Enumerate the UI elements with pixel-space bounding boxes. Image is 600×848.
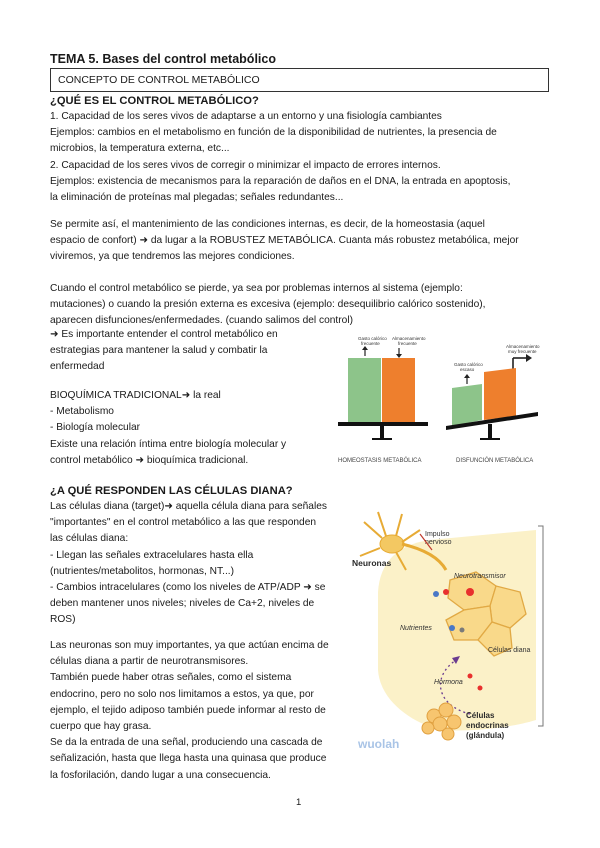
fig-label: escaso [460, 367, 475, 372]
text-line: - Metabolismo [50, 406, 114, 418]
text-line: ejemplo, el tejido adiposo también puede informar al resto de [50, 704, 326, 716]
fig-label: Gasto calórico [358, 336, 387, 341]
text-line: Cuando el control metabólico se pierde, ya sea por problemas internos al sistema (ejemplo: [50, 283, 463, 294]
fig-label: Almacenamiento [392, 336, 426, 341]
fig-label: Almacenamiento [506, 344, 540, 349]
concept-box: CONCEPTO DE CONTROL METABÓLICO [50, 68, 549, 92]
label-nutrientes: Nutrientes [400, 625, 432, 632]
text-line: estrategias para mantener la salud y combatir la [50, 345, 268, 357]
text-line: la fosforilación, dando lugar a una consecuencia. [50, 769, 271, 781]
section1-para5 [50, 388, 286, 469]
text-line: aparecen disfunciones/enfermedades. (cuando salimos del control) [50, 315, 353, 327]
text-line: Las neuronas son muy importantes, ya que actúan encima de [50, 640, 329, 651]
section1-para1 [50, 109, 510, 206]
green-bar-left [348, 358, 381, 422]
document-title: TEMA 5. Bases del control metabólico [50, 52, 276, 66]
label-celulas-diana: Células diana [488, 647, 531, 654]
label-impulso: Impulso [425, 531, 450, 538]
text-line: (nutrientes/metabolitos, hormonas, NT...) [50, 565, 235, 577]
section2-para1 [50, 499, 327, 629]
text-line: - Llegan las señales extracelulares hasta ella [50, 549, 254, 561]
caption-disfuncion: DISFUNCIÓN METABÓLICA [456, 458, 534, 464]
text-line: También puede haber otras señales, como el sistema [50, 672, 292, 684]
text-line: Se da la entrada de una señal, produciendo una cascada de [50, 737, 323, 749]
text-line: 2. Capacidad de los seres vivos de corregir o minimizar el impacto de errores internos. [50, 159, 441, 171]
fig-label: Gasto calórico [454, 362, 483, 367]
text-line: Las células diana (target)➜ aquella célula diana para señales [50, 501, 327, 512]
text-line: ➜ Es importante entender el control metabólico en [50, 329, 278, 340]
bracket-line [538, 526, 543, 726]
label-endocrinas: endocrinas [466, 721, 509, 730]
label-neurotransmisor: Neurotransmisor [454, 573, 506, 580]
text-line: - Biología molecular [50, 422, 141, 434]
orange-bar-left [382, 358, 415, 422]
text-line: la eliminación de proteínas mal plegadas; señales redundantes... [50, 192, 344, 204]
fulcrum-base-right [480, 438, 500, 440]
text-line: células diana a partir de neurotransmisores. [50, 656, 249, 668]
arrowhead [526, 354, 532, 362]
target-cells-figure [350, 500, 552, 752]
label-neuronas: Neuronas [352, 558, 392, 568]
text-line: 1. Capacidad de los seres vivos de adaptarse a un entorno y una fisiología cambiantes [50, 111, 442, 122]
text-line: control metabólico ➜ bioquímica tradicional. [50, 454, 249, 466]
text-line: ROS) [50, 614, 76, 626]
fulcrum-left [380, 426, 384, 438]
text-line: Existe una relación íntima entre biología molecular y [50, 438, 287, 450]
label-celulas: Células [466, 711, 495, 720]
section1-para3 [50, 281, 485, 330]
text-line: viviremos, ya que tendremos las mejores condiciones. [50, 251, 295, 263]
text-line: Ejemplos: existencia de mecanismos para la reparación de daños en el DNA, la entrada en apoptosis, [50, 175, 511, 187]
label-impulso-b: nervioso [425, 539, 452, 546]
text-line: "importantes" en el control metabólico a las que responden [50, 517, 317, 529]
text-line: cuerpo que hay grasa. [50, 721, 152, 733]
section1-para2 [50, 217, 519, 266]
page-number: 1 [296, 797, 302, 808]
text-line: deben mantener unos niveles; niveles de Ca+2, niveles de [50, 598, 315, 610]
arrowhead [464, 374, 470, 378]
orange-bar-right [484, 368, 516, 420]
text-line: endocrino, pero no solo nos limitamos a estos, ya que, por [50, 688, 314, 700]
text-line: microbios, la temperatura externa, etc... [50, 143, 230, 155]
green-bar-right [452, 384, 482, 426]
text-line: espacio de confort) ➜ da lugar a la ROBUSTEZ METABÓLICA. Cuanta más robustez metabólica, mejor [50, 235, 519, 247]
text-line: las células diana: [50, 533, 129, 545]
fulcrum-base-left [372, 438, 392, 440]
watermark-logo: wuolah [358, 737, 400, 751]
text-line: enfermedad [50, 361, 105, 373]
text-line: Ejemplos: cambios en el metabolismo en función de la disponibilidad de nutrientes, la presencia de [50, 127, 497, 139]
text-line: - Cambios intracelulares (como los niveles de ATP/ADP ➜ se [50, 582, 326, 594]
fulcrum-right [488, 424, 492, 438]
balance-beam-left [338, 422, 428, 426]
fig-label: muy frecuente [508, 349, 537, 354]
arrowhead [396, 354, 402, 358]
text-line: Se permite así, el mantenimiento de las condiciones internas, es decir, de la homeostasia (aquel [50, 219, 485, 230]
text-line: mutaciones) o cuando la presión externa es excesiva (ejemplo: desequilibrio calórico sostenido), [50, 299, 486, 311]
label-glandula: (glándula) [466, 731, 505, 740]
text-line: señalización, hasta que llega hasta una quinasa que produce [50, 753, 327, 765]
arrowhead [362, 346, 368, 350]
label-hormona: Hormona [434, 679, 463, 686]
homeostasis-figure [328, 330, 554, 468]
section2-para2 [50, 638, 329, 784]
section1-para4 [50, 327, 278, 376]
section1-heading: ¿QUÉ ES EL CONTROL METABÓLICO? [50, 95, 259, 107]
text-line: BIOQUÍMICA TRADICIONAL➜ la real [50, 390, 221, 401]
fig-label: frecuente [361, 341, 380, 346]
caption-homeostasis: HOMEOSTASIS METABÓLICA [338, 458, 422, 464]
fig-label: frecuente [398, 341, 417, 346]
section2-heading: ¿A QUÉ RESPONDEN LAS CÉLULAS DIANA? [50, 485, 293, 497]
